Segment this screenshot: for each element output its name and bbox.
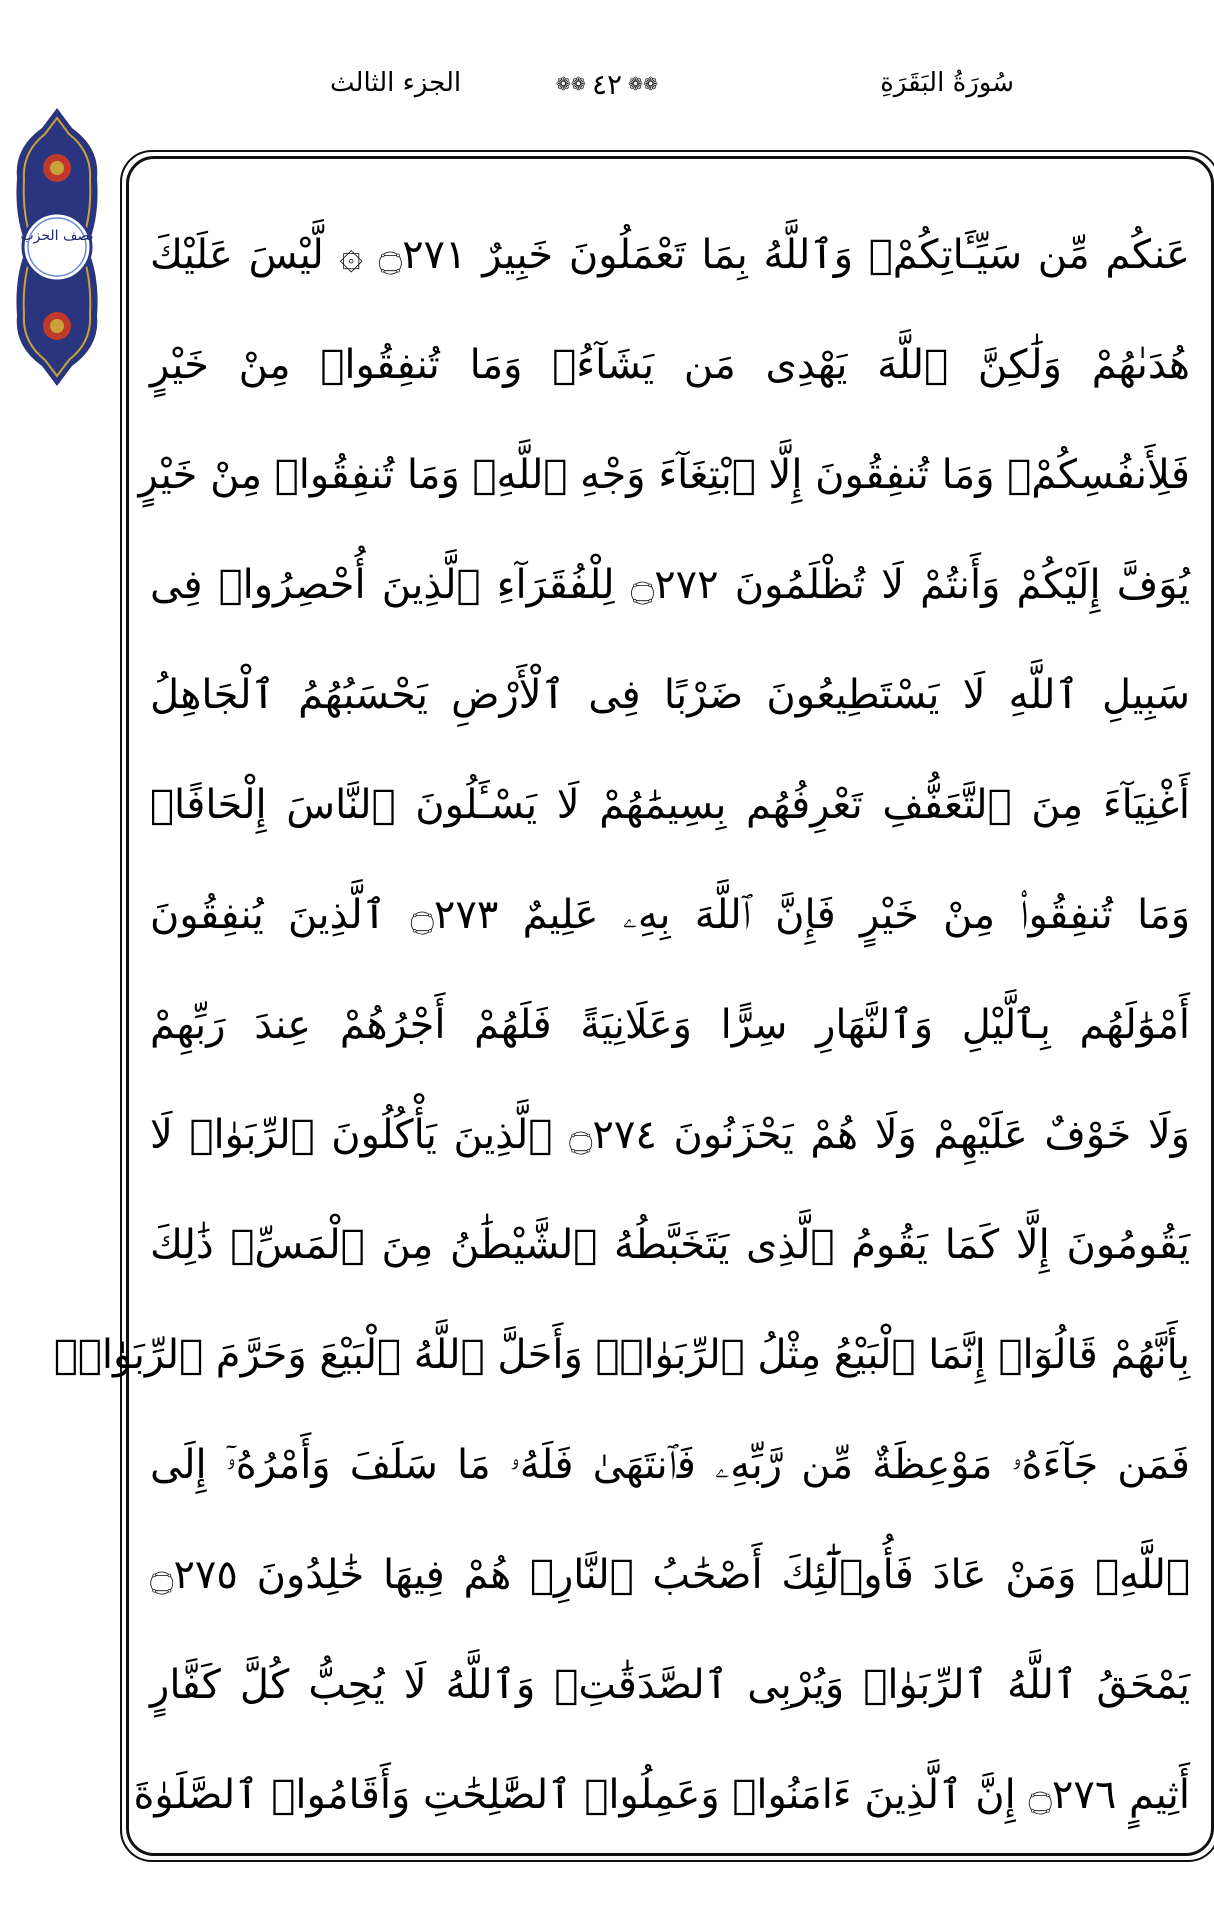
- verse-line: يَمْحَقُ ٱللَّهُ ٱلرِّبَوٰا۟ وَيُرْبِى ٱلصَّدَقَٰتِۗ وَٱللَّهُ لَا يُحِبُّ كُلَّ كَفَّارٍ: [150, 1662, 1190, 1708]
- hizb-ornament-icon: [12, 108, 102, 386]
- page-number-text: ٤٢: [591, 68, 623, 101]
- juz-title: الجزء الثالث: [330, 68, 462, 98]
- verse-line: بِأَنَّهُمْ قَالُوٓا۟ إِنَّمَا ٱلْبَيْعُ مِثْلُ ٱلرِّبَوٰا۟ۗ وَأَحَلَّ ٱللَّهُ ٱلْبَيْعَ وَحَرَّمَ ٱلرِّبَوٰا۟ۚ: [53, 1332, 1190, 1378]
- page-number: [556, 68, 658, 101]
- verse-line: أَمْوَٰلَهُم بِٱلَّيْلِ وَٱلنَّهَارِ سِرًّا وَعَلَانِيَةً فَلَهُمْ أَجْرُهُمْ عِندَ رَبِّهِمْ: [150, 1002, 1190, 1048]
- verse-line: يَقُومُونَ إِلَّا كَمَا يَقُومُ ٱلَّذِى يَتَخَبَّطُهُ ٱلشَّيْطَٰنُ مِنَ ٱلْمَسِّۚ ذَٰلِكَ: [150, 1222, 1190, 1268]
- ornament-right-icon: ❁❁: [628, 74, 659, 95]
- surah-title: سُورَةُ البَقَرَةِ: [880, 68, 1014, 98]
- verse-line: أَغْنِيَآءَ مِنَ ٱلتَّعَفُّفِ تَعْرِفُهُم بِسِيمَٰهُمْ لَا يَسْـَٔلُونَ ٱلنَّاسَ إِلْحَافًاۗ: [150, 782, 1190, 828]
- verse-line: عَنكُم مِّن سَيِّـَٔاتِكُمْۗ وَٱللَّهُ بِمَا تَعْمَلُونَ خَبِيرٌ ۝٢٧١ ۞ لَّيْسَ عَلَيْكَ: [150, 232, 1190, 278]
- verse-line: وَلَا خَوْفٌ عَلَيْهِمْ وَلَا هُمْ يَحْزَنُونَ ۝٢٧٤ ٱلَّذِينَ يَأْكُلُونَ ٱلرِّبَوٰا۟ لَا: [150, 1112, 1190, 1158]
- hizb-label: نصف الحزب: [20, 228, 94, 244]
- verse-line: أَثِيمٍ ۝٢٧٦ إِنَّ ٱلَّذِينَ ءَامَنُوا۟ وَعَمِلُوا۟ ٱلصَّٰلِحَٰتِ وَأَقَامُوا۟ ٱلصَّلَوٰةَ: [133, 1772, 1190, 1818]
- verse-line: يُوَفَّ إِلَيْكُمْ وَأَنتُمْ لَا تُظْلَمُونَ ۝٢٧٢ لِلْفُقَرَآءِ ٱلَّذِينَ أُحْصِرُوا۟ فِى: [150, 562, 1190, 608]
- verse-line: سَبِيلِ ٱللَّهِ لَا يَسْتَطِيعُونَ ضَرْبًا فِى ٱلْأَرْضِ يَحْسَبُهُمُ ٱلْجَاهِلُ: [150, 672, 1190, 718]
- verse-line: ٱللَّهِۖ وَمَنْ عَادَ فَأُو۟لَٰٓئِكَ أَصْحَٰبُ ٱلنَّارِۖ هُمْ فِيهَا خَٰلِدُونَ ۝٢٧٥: [150, 1552, 1190, 1598]
- verse-line: فَمَن جَآءَهُۥ مَوْعِظَةٌ مِّن رَّبِّهِۦ فَٱنتَهَىٰ فَلَهُۥ مَا سَلَفَ وَأَمْرُهُۥٓ إِلَى: [150, 1442, 1190, 1488]
- ornament-left-icon: ❁❁: [555, 74, 586, 95]
- verse-line: فَلِأَنفُسِكُمْۚ وَمَا تُنفِقُونَ إِلَّا ٱبْتِغَآءَ وَجْهِ ٱللَّهِۚ وَمَا تُنفِقُوا۟ مِنْ خَيْرٍ: [138, 452, 1190, 498]
- page-header: [0, 60, 1214, 120]
- hizb-marker: [12, 108, 102, 386]
- verse-line: هُدَىٰهُمْ وَلَٰكِنَّ ٱللَّهَ يَهْدِى مَن يَشَآءُۗ وَمَا تُنفِقُوا۟ مِنْ خَيْرٍ: [150, 342, 1190, 388]
- verse-line: وَمَا تُنفِقُوا۟ مِنْ خَيْرٍ فَإِنَّ ٱللَّهَ بِهِۦ عَلِيمٌ ۝٢٧٣ ٱلَّذِينَ يُنفِقُونَ: [150, 892, 1191, 938]
